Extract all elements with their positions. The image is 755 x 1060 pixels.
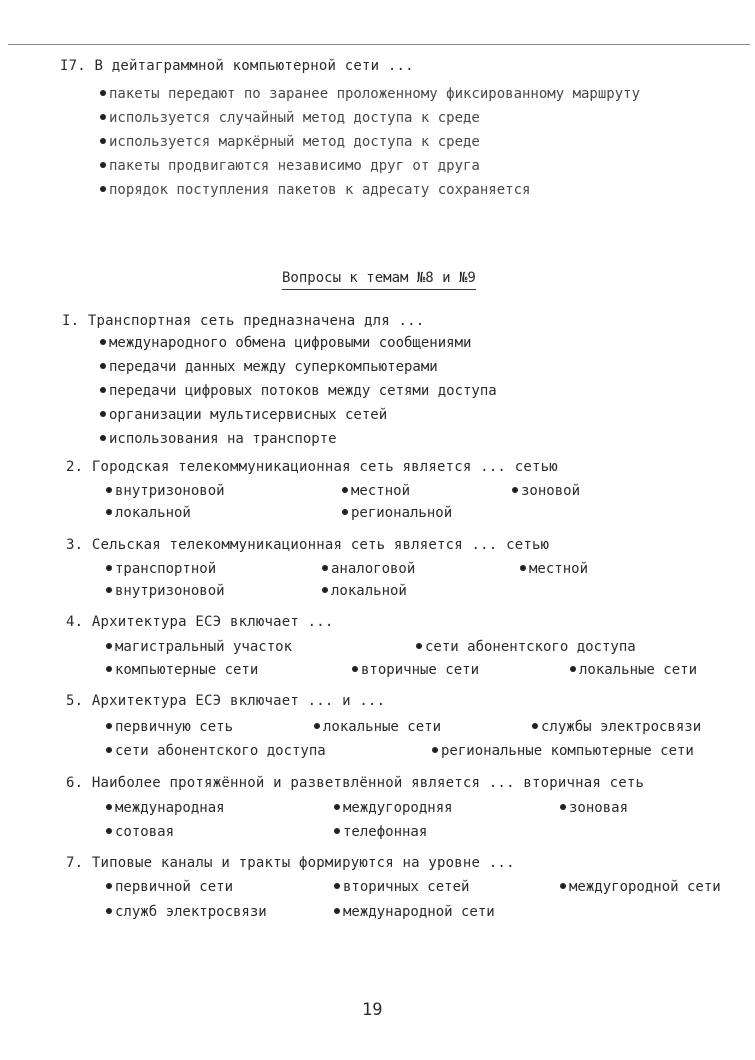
bullet-icon — [106, 747, 112, 753]
question-1-text: I. Транспортная сеть предназначена для ... — [62, 313, 425, 329]
bullet-icon — [314, 723, 320, 729]
bullet-icon — [100, 363, 106, 369]
option-item: локальные сети — [314, 719, 441, 735]
option-item: международной сети — [334, 904, 495, 920]
question-17-options — [100, 82, 640, 202]
bullet-icon — [560, 804, 566, 810]
option-item: передачи данных между суперкомпьютерами — [100, 355, 497, 379]
option-item: использования на транспорте — [100, 427, 497, 451]
option-item: внутризоновой — [106, 583, 225, 599]
option-item: первичной сети — [106, 879, 233, 895]
bullet-icon — [106, 587, 112, 593]
bullet-icon — [334, 883, 340, 889]
bullet-icon — [106, 804, 112, 810]
question-6-text: 6. Наиболее протяжённой и разветвлённой является ... вторичная сеть — [66, 775, 645, 791]
option-item: международного обмена цифровыми сообщениями — [100, 331, 497, 355]
bullet-icon — [512, 487, 518, 493]
bullet-icon — [416, 643, 422, 649]
bullet-icon — [532, 723, 538, 729]
option-item: телефонная — [334, 824, 427, 840]
option-item: пакеты продвигаются независимо друг от друга — [100, 154, 640, 178]
bullet-icon — [100, 411, 106, 417]
option-item: локальные сети — [570, 662, 697, 678]
bullet-icon — [106, 828, 112, 834]
option-item: вторичных сетей — [334, 879, 469, 895]
question-3-text: 3. Сельская телекоммуникационная сеть является ... сетью — [66, 537, 550, 553]
option-item: компьютерные сети — [106, 662, 258, 678]
bullet-icon — [100, 387, 106, 393]
bullet-icon — [432, 747, 438, 753]
option-item: пакеты передают по заранее проложенному фиксированному маршруту — [100, 82, 640, 106]
bullet-icon — [100, 186, 106, 192]
bullet-icon — [100, 114, 106, 120]
bullet-icon — [106, 509, 112, 515]
option-item: зоновая — [560, 800, 628, 816]
bullet-icon — [106, 565, 112, 571]
question-5-text: 5. Архитектура ЕСЭ включает ... и ... — [66, 693, 386, 709]
option-item: зоновой — [512, 483, 580, 499]
bullet-icon — [334, 804, 340, 810]
question-1 — [62, 313, 424, 329]
option-item: региональные компьютерные сети — [432, 743, 694, 759]
option-item: внутризоновой — [106, 483, 225, 499]
bullet-icon — [100, 435, 106, 441]
question-17-text: I7. В дейтаграммной компьютерной сети ... — [60, 58, 414, 74]
option-item: междугородной сети — [560, 879, 721, 895]
page-number: 19 — [362, 1000, 383, 1020]
option-item: используется маркёрный метод доступа к среде — [100, 130, 640, 154]
bullet-icon — [342, 509, 348, 515]
option-item: сети абонентского доступа — [106, 743, 326, 759]
option-item: передачи цифровых потоков между сетями доступа — [100, 379, 497, 403]
option-item: вторичные сети — [352, 662, 479, 678]
option-item: международная — [106, 800, 225, 816]
bullet-icon — [570, 666, 576, 672]
option-item: локальной — [106, 505, 191, 521]
section-title: Вопросы к темам №8 и №9 — [282, 270, 476, 290]
option-item: местной — [342, 483, 410, 499]
bullet-icon — [334, 908, 340, 914]
option-item: службы электросвязи — [532, 719, 701, 735]
option-item: междугородняя — [334, 800, 453, 816]
option-item: локальной — [322, 583, 407, 599]
bullet-icon — [100, 162, 106, 168]
bullet-icon — [352, 666, 358, 672]
question-7-text: 7. Типовые каналы и тракты формируются на уровне ... — [66, 855, 515, 871]
bullet-icon — [560, 883, 566, 889]
question-2-text: 2. Городская телекоммуникационная сеть является ... сетью — [66, 459, 558, 475]
bullet-icon — [322, 565, 328, 571]
option-item: сотовая — [106, 824, 174, 840]
bullet-icon — [106, 883, 112, 889]
bullet-icon — [100, 138, 106, 144]
bullet-icon — [100, 339, 106, 345]
option-item: служб электросвязи — [106, 904, 267, 920]
top-divider — [8, 44, 750, 45]
bullet-icon — [106, 487, 112, 493]
question-1-options — [100, 331, 497, 451]
bullet-icon — [100, 90, 106, 96]
option-item: аналоговой — [322, 561, 415, 577]
question-17 — [60, 58, 414, 74]
bullet-icon — [106, 666, 112, 672]
option-item: сети абонентского доступа — [416, 639, 636, 655]
option-item: магистральный участок — [106, 639, 292, 655]
option-item: организации мультисервисных сетей — [100, 403, 497, 427]
bullet-icon — [106, 643, 112, 649]
option-item: местной — [520, 561, 588, 577]
option-item: первичную сеть — [106, 719, 233, 735]
option-item: порядок поступления пакетов к адресату сохраняется — [100, 178, 640, 202]
question-4-text: 4. Архитектура ЕСЭ включает ... — [66, 614, 334, 630]
bullet-icon — [334, 828, 340, 834]
bullet-icon — [520, 565, 526, 571]
option-item: транспортной — [106, 561, 216, 577]
bullet-icon — [106, 723, 112, 729]
option-item: используется случайный метод доступа к среде — [100, 106, 640, 130]
bullet-icon — [106, 908, 112, 914]
bullet-icon — [322, 587, 328, 593]
bullet-icon — [342, 487, 348, 493]
option-item: региональной — [342, 505, 452, 521]
